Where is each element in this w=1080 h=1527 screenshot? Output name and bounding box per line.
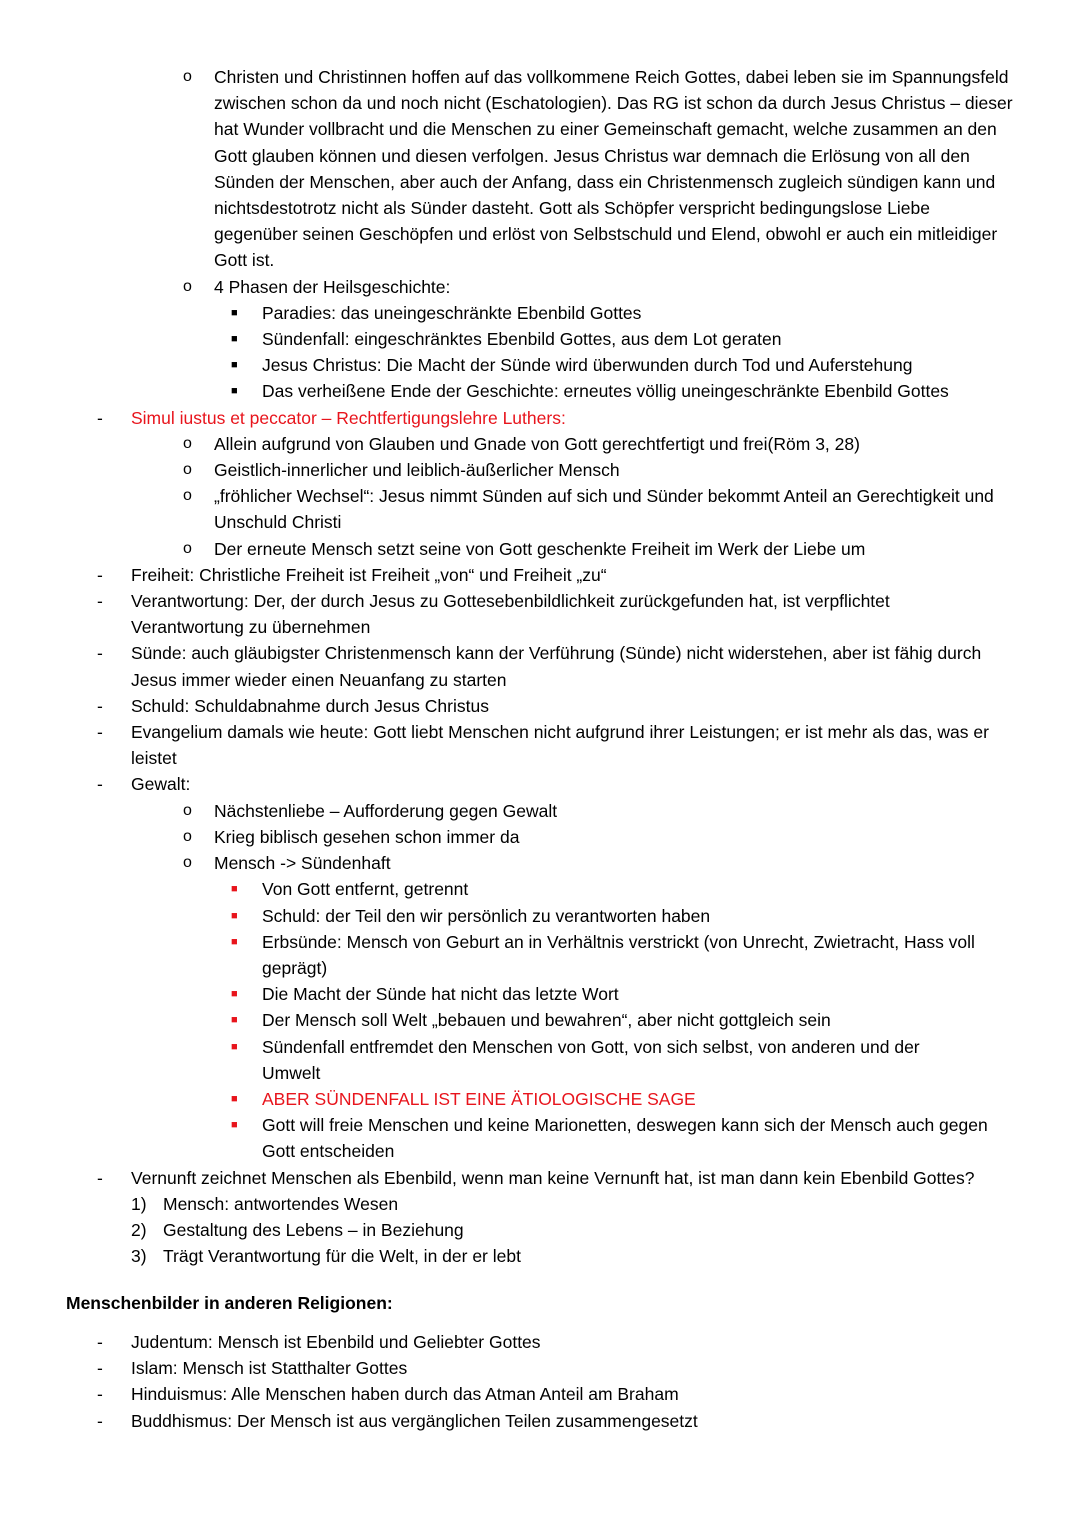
gewalt-title: Gewalt: xyxy=(131,774,191,795)
red-square-bullet: ■ xyxy=(231,988,238,1001)
red-square-bullet: ■ xyxy=(231,1119,238,1132)
list-item xyxy=(183,483,1014,535)
circle-bullet: o xyxy=(183,487,192,505)
point-item: Evangelium damals wie heute: Gott liebt Menschen nicht aufgrund ihrer Leistungen; er ist mehr als das, was er leistet xyxy=(131,722,989,769)
dash-bullet: - xyxy=(97,407,103,428)
phase-item: Jesus Christus: Die Macht der Sünde wird überwunden durch Tod und Auferstehung xyxy=(262,355,913,376)
point-item: Freiheit: Christliche Freiheit ist Freiheit „von“ und Freiheit „zu“ xyxy=(131,564,607,585)
point-item: Verantwortung: Der, der durch Jesus zu Gottesebenbildlichkeit zurückgefunden hat, ist verpflichtet Verantwortung zu übernehmen xyxy=(131,591,890,638)
phase-item: Paradies: das uneingeschränkte Ebenbild Gottes xyxy=(262,302,642,323)
circle-bullet: o xyxy=(183,827,192,845)
gewalt-sub-item: Die Macht der Sünde hat nicht das letzte Wort xyxy=(262,984,619,1005)
list-item xyxy=(231,1086,1022,1112)
square-bullet: ■ xyxy=(231,359,238,372)
simul-item: Allein aufgrund von Glauben und Gnade von Gott gerechtfertigt und frei(Röm 3, 28) xyxy=(214,433,860,454)
list-item xyxy=(97,1355,1021,1381)
list-item xyxy=(231,1112,1022,1164)
numbered-text: Trägt Verantwortung für die Welt, in der er lebt xyxy=(163,1246,521,1267)
list-item xyxy=(183,850,1014,876)
red-square-bullet: ■ xyxy=(231,883,238,896)
dash-bullet: - xyxy=(97,1384,103,1405)
circle-bullet: o xyxy=(183,801,192,819)
dash-bullet: - xyxy=(97,1332,103,1352)
religions-section xyxy=(0,1329,1080,1434)
list-item xyxy=(183,798,1014,824)
simul-item: Geistlich-innerlicher und leiblich-äußerlicher Mensch xyxy=(214,460,620,481)
square-bullet: ■ xyxy=(231,385,238,398)
circle-bullet: o xyxy=(183,68,192,85)
phases-title: 4 Phasen der Heilsgeschichte: xyxy=(214,276,451,297)
dash-bullet: - xyxy=(97,643,103,664)
numbered-item xyxy=(131,1243,1013,1269)
list-item xyxy=(183,274,1014,300)
number-marker: 3) xyxy=(131,1246,147,1267)
list-item xyxy=(97,588,931,640)
gewalt-sub-item: Von Gott entfernt, getrennt xyxy=(262,879,469,900)
religion-item: Buddhismus: Der Mensch ist aus vergänglichen Teilen zusammengesetzt xyxy=(131,1410,698,1431)
list-item xyxy=(231,300,1022,326)
gewalt-item: Mensch -> Sündenhaft xyxy=(214,853,391,874)
list-item xyxy=(183,536,1014,562)
simul-item: Der erneute Mensch setzt seine von Gott geschenkte Freiheit im Werk der Liebe um xyxy=(214,538,866,559)
religion-item: Judentum: Mensch ist Ebenbild und Geliebter Gottes xyxy=(131,1332,541,1352)
red-square-bullet: ■ xyxy=(231,1014,238,1027)
point-item: Schuld: Schuldabnahme durch Jesus Christus xyxy=(131,695,489,716)
gewalt-sub-item: Schuld: der Teil den wir persönlich zu verantworten haben xyxy=(262,905,711,926)
list-item xyxy=(97,1381,1021,1407)
religion-item: Islam: Mensch ist Statthalter Gottes xyxy=(131,1358,408,1379)
simul-title: Simul iustus et peccator – Rechtfertigungslehre Luthers: xyxy=(131,407,566,428)
square-bullet: ■ xyxy=(231,333,238,346)
list-item xyxy=(97,693,1021,719)
list-item xyxy=(231,378,1022,404)
gewalt-item: Krieg biblisch gesehen schon immer da xyxy=(214,826,520,847)
list-item xyxy=(231,326,1022,352)
list-item xyxy=(97,1408,1021,1434)
number-marker: 1) xyxy=(131,1193,147,1214)
numbered-item xyxy=(131,1191,1013,1217)
phase-item: Sündenfall: eingeschränktes Ebenbild Gottes, aus dem Lot geraten xyxy=(262,329,782,350)
list-item xyxy=(231,876,1022,902)
list-item xyxy=(183,431,1014,457)
list-item xyxy=(97,719,1011,771)
list-item xyxy=(97,405,1021,431)
list-item xyxy=(231,929,1022,981)
list-item xyxy=(231,1007,1022,1033)
reich-gottes-section xyxy=(0,64,1080,1269)
point-item: Sünde: auch gläubigster Christenmensch kann der Verführung (Sünde) nicht widerstehen, aber ist fähig durch Jesus immer wieder einen Neuanfang zu starten xyxy=(131,643,982,690)
number-marker: 2) xyxy=(131,1219,147,1240)
circle-bullet: o xyxy=(183,461,192,479)
list-item xyxy=(97,771,1021,797)
numbered-text: Gestaltung des Lebens – in Beziehung xyxy=(163,1219,464,1240)
gewalt-sub-item: Der Mensch soll Welt „bebauen und bewahren“, aber nicht gottgleich sein xyxy=(262,1010,831,1031)
religion-item: Hinduismus: Alle Menschen haben durch das Atman Anteil am Braham xyxy=(131,1384,679,1405)
square-bullet: ■ xyxy=(231,306,238,319)
list-item xyxy=(231,903,1022,929)
gewalt-sub-item: Erbsünde: Mensch von Geburt an in Verhältnis verstrickt (von Unrecht, Zwietracht, Hass voll geprägt) xyxy=(262,931,975,978)
gewalt-sub-item: Gott will freie Menschen und keine Marionetten, deswegen kann sich der Mensch auch gegen Gott entscheiden xyxy=(262,1115,988,1162)
list-item xyxy=(231,352,1022,378)
list-item xyxy=(97,1165,1021,1191)
list-item xyxy=(231,981,1022,1007)
list-item xyxy=(231,1034,982,1086)
red-square-bullet: ■ xyxy=(231,1092,238,1105)
red-square-bullet: ■ xyxy=(231,909,238,922)
dash-bullet: - xyxy=(97,564,103,585)
list-item xyxy=(183,457,1014,483)
dash-bullet: - xyxy=(97,774,103,795)
section-heading: Menschenbilder in anderen Religionen: xyxy=(66,1293,393,1313)
dash-bullet: - xyxy=(97,1358,103,1379)
numbered-text: Mensch: antwortendes Wesen xyxy=(163,1193,399,1214)
circle-bullet: o xyxy=(183,854,192,872)
vernunft-text: Vernunft zeichnet Menschen als Ebenbild, wenn man keine Vernunft hat, ist man dann kein Ebenbild Gottes? xyxy=(131,1167,975,1188)
list-item xyxy=(97,562,1021,588)
list-item xyxy=(183,824,1014,850)
list-item xyxy=(97,640,1021,692)
circle-bullet: o xyxy=(183,277,192,295)
dash-bullet: - xyxy=(97,695,103,716)
dash-bullet: - xyxy=(97,591,103,612)
gewalt-sub-item: Sündenfall entfremdet den Menschen von Gott, von sich selbst, von anderen und der Umwelt xyxy=(262,1036,920,1083)
reich-gottes-paragraph: Christen und Christinnen hoffen auf das vollkommene Reich Gottes, dabei leben sie im Spannungsfeld zwischen schon da und noch nicht (Eschatologien). Das RG ist schon da durch Jesus Christus – dieser hat Wunder vollbracht und die Menschen zu einer Gemeinschaft gemacht, welche zusammen an den Gott glauben können und diesen verfolgen. Jesus Christus war demnach die Erlösung von all den Sünden der Menschen, aber auch der Anfang, dass ein Christenmensch zugleich sündigen kann und nichtsdestotrotz nicht als Sünder dasteht. Gott als Schöpfer verspricht bedingungslose Liebe gegenüber seinen Geschöpfen und erlöst von Selbstschuld und Elend, obwohl er auch ein mitleidiger Gott ist. xyxy=(214,67,1013,271)
red-square-bullet: ■ xyxy=(231,935,238,948)
circle-bullet: o xyxy=(183,434,192,452)
red-square-bullet: ■ xyxy=(231,1040,238,1053)
numbered-item xyxy=(131,1217,1013,1243)
gewalt-item: Nächstenliebe – Aufforderung gegen Gewalt xyxy=(214,800,558,821)
dash-bullet: - xyxy=(97,1167,103,1188)
list-item xyxy=(97,1329,1021,1355)
dash-bullet: - xyxy=(97,1410,103,1431)
dash-bullet: - xyxy=(97,722,103,743)
gewalt-sub-item-highlight: ABER SÜNDENFALL IST EINE ÄTIOLOGISCHE SAGE xyxy=(262,1088,696,1109)
phase-item: Das verheißene Ende der Geschichte: erneutes völlig uneingeschränkte Ebenbild Gottes xyxy=(262,381,949,402)
circle-bullet: o xyxy=(183,539,192,557)
list-item xyxy=(183,64,1014,274)
simul-item: „fröhlicher Wechsel“: Jesus nimmt Sünden auf sich und Sünder bekommt Anteil an Gerechtigkeit und Unschuld Christi xyxy=(214,486,994,533)
